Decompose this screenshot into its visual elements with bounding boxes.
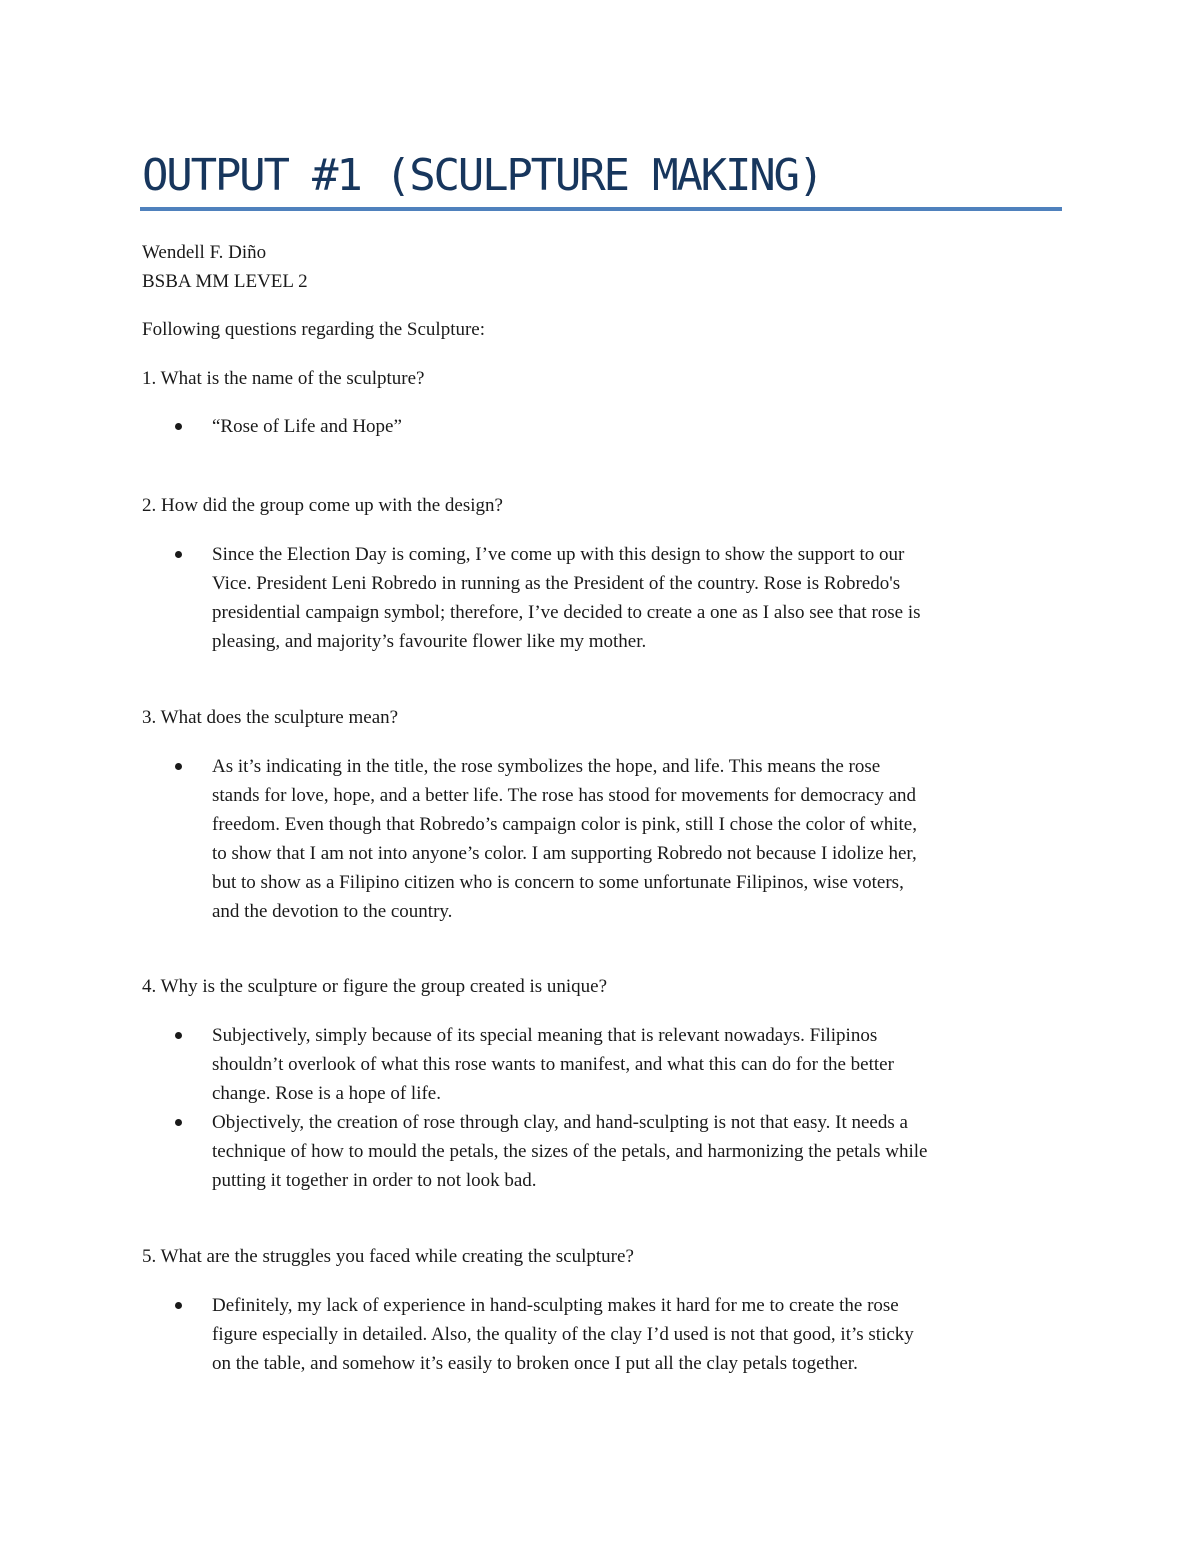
bullet-icon xyxy=(175,551,182,558)
answer-line: putting it together in order to not look bad. xyxy=(212,1170,537,1191)
answer-line: “Rose of Life and Hope” xyxy=(212,416,402,437)
answer-line: to show that I am not into anyone’s color. I am supporting Robredo not because I idolize her, xyxy=(212,843,917,864)
bullet-icon xyxy=(175,1119,182,1126)
title-underline xyxy=(140,207,1062,211)
answer-line: Definitely, my lack of experience in hand-sculpting makes it hard for me to create the rose xyxy=(212,1295,899,1316)
answer-list-5 xyxy=(142,1291,1072,1378)
answer-line: Objectively, the creation of rose through clay, and hand-sculpting is not that easy. It needs a xyxy=(212,1112,908,1133)
answer-line: freedom. Even though that Robredo’s campaign color is pink, still I chose the color of white, xyxy=(212,814,917,835)
course-level: BSBA MM LEVEL 2 xyxy=(142,271,308,292)
answer-line: and the devotion to the country. xyxy=(212,901,453,922)
answer-list-1 xyxy=(142,412,1072,441)
answer-line: but to show as a Filipino citizen who is concern to some unfortunate Filipinos, wise voters, xyxy=(212,872,904,893)
answer-list-4 xyxy=(142,1021,1072,1195)
bullet-icon xyxy=(175,763,182,770)
answer-line: shouldn’t overlook of what this rose wants to manifest, and what this can do for the better xyxy=(212,1054,894,1075)
answer-list-3 xyxy=(142,752,1072,926)
answer-line: Subjectively, simply because of its special meaning that is relevant nowadays. Filipinos xyxy=(212,1025,878,1046)
answer-line: stands for love, hope, and a better life. The rose has stood for movements for democracy and xyxy=(212,785,917,806)
answer-line: Vice. President Leni Robredo in running as the President of the country. Rose is Robredo's xyxy=(212,573,901,594)
answer-item xyxy=(142,540,1072,656)
answer-item xyxy=(142,1021,1072,1108)
intro-text: Following questions regarding the Sculpture: xyxy=(142,319,486,340)
question-3: 3. What does the sculpture mean? xyxy=(142,707,399,728)
bullet-icon xyxy=(175,423,182,430)
answer-line: on the table, and somehow it’s easily to broken once I put all the clay petals together. xyxy=(212,1353,858,1374)
answer-item xyxy=(142,752,1072,926)
question-4: 4. Why is the sculpture or figure the group created is unique? xyxy=(142,976,608,997)
answer-line: As it’s indicating in the title, the rose symbolizes the hope, and life. This means the rose xyxy=(212,756,881,777)
answer-line: pleasing, and majority’s favourite flower like my mother. xyxy=(212,631,647,652)
bullet-icon xyxy=(175,1302,182,1309)
answer-item xyxy=(142,412,1072,441)
answer-line: Since the Election Day is coming, I’ve come up with this design to show the support to our xyxy=(212,544,905,565)
document-title: OUTPUT #1 (SCULPTURE MAKING) xyxy=(142,150,823,201)
question-2: 2. How did the group come up with the design? xyxy=(142,495,503,516)
answer-list-2 xyxy=(142,540,1072,656)
answer-item xyxy=(142,1108,1072,1195)
answer-line: technique of how to mould the petals, the sizes of the petals, and harmonizing the petals while xyxy=(212,1141,928,1162)
question-1: 1. What is the name of the sculpture? xyxy=(142,368,425,389)
bullet-icon xyxy=(175,1032,182,1039)
answer-line: change. Rose is a hope of life. xyxy=(212,1083,441,1104)
author-name: Wendell F. Diño xyxy=(142,242,267,263)
answer-line: figure especially in detailed. Also, the quality of the clay I’d used is not that good, it’s sticky xyxy=(212,1324,914,1345)
answer-line: presidential campaign symbol; therefore, I’ve decided to create a one as I also see that rose is xyxy=(212,602,921,623)
question-5: 5. What are the struggles you faced while creating the sculpture? xyxy=(142,1246,634,1267)
answer-item xyxy=(142,1291,1072,1378)
